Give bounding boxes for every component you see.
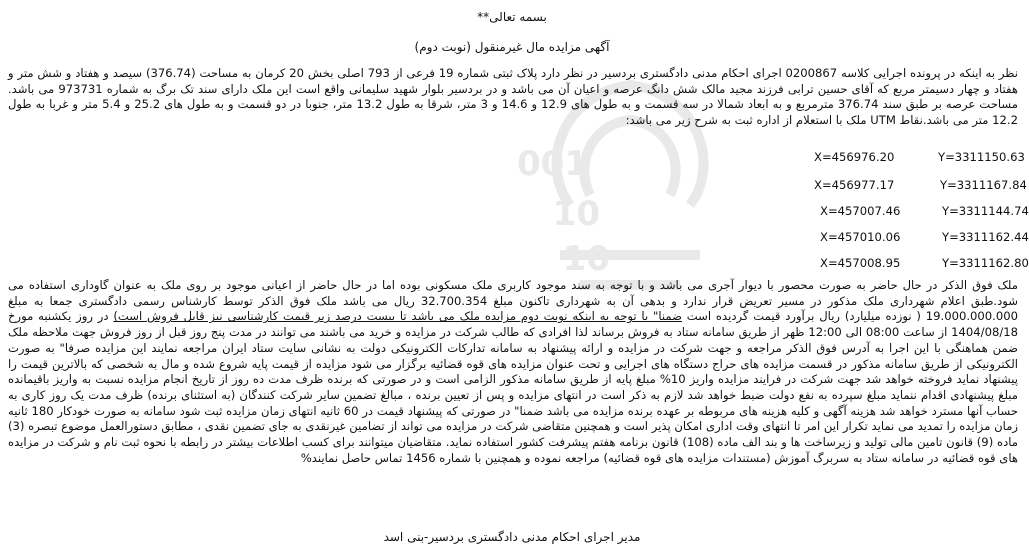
coordinate-x: X=457007.46 — [820, 204, 901, 218]
coordinate-row — [700, 150, 1025, 164]
coordinate-row — [700, 178, 1027, 192]
coordinate-row — [700, 230, 1029, 244]
svg-text:10: 10 — [562, 239, 610, 279]
property-description-paragraph: نظر به اینکه در پرونده اجرایی کلاسه 0200867 اجرای احکام مدنی دادگستری بردسیر در نظر دارد پلاک ثبتی شماره 19 فرعی از 793 اصلی بخش 20 کرمان به مساحت (376.74) سیصد و هفتاد و شش متر و هفتاد و چهار دسیمتر مربع که آقای حسین ترابی فرزند مجید مالک شش دانگ عرصه و اعیان آن می باشد و در بردسیر بلوار شهید سلیمانی واقع است این ملک دارای سند تک برگ به شماره 973731 می باشد. مساحت عرصه بر طبق سند 376.74 مترمربع و به ابعاد شمالا در سه قسمت و به طول های 12.9 و 14.6 و 3 متر، شرقا به طول 13.2 متر، جنوبا در دو قسمت و به طول های 25.2 و 5.4 متر و غربا به طول 12.2 متر می باشد.نقاط UTM ملک با استعلام از اداره ثبت به شرح زیر می باشد: — [8, 66, 1018, 128]
coordinate-x: X=457008.95 — [820, 256, 901, 270]
coordinate-y: Y=3311144.74 — [942, 204, 1029, 218]
second-round-discount-note: ضمنا" با توجه به اینکه نوبت دوم مزایده ملک می باشد تا بیست درصد زیر قیمت کارشناسی نیز قابل فروش است) — [113, 309, 682, 324]
auction-procedure-text: در روز یکشنبه مورخ 1404/08/18 از ساعت 08:00 الی 12:00 ظهر از طریق سامانه ستاد به فروش برساند لذا افرادی که طالب شرکت در مزایده و خرید می باشند می توانند در مدت پنج روز قبل از روز فروش جهت ملاحظه ملک ضمن هماهنگی با این اجرا به آدرس فوق الذکر مراجعه و جهت شرکت در مزایده و ارائه پیشنهاد به سامانه تدارکات الکترونیکی دولت به نشانی سایت ستاد ایران مراجعه نمایند این مزایده صرفا" به صورت الکترونیکی از طریق سامانه مذکور در قسمت مزایده های حراج دستگاه های اجرایی و تحت عنوان مزایده های قوه قضائیه برگزار می شود مزایده از قیمت پایه شروع شده و مال به شخصی که بالاترین قیمت را پیشنهاد نماید فروخته خواهد شد جهت شرکت در فرایند مزایده واریز 10% مبلغ پایه از طریق سامانه مذکور الزامی است و در صورتی که برنده ظرف مدت ده روز از تاریخ انجام مزایده نسبت به واریز باقیمانده مبلغ پیشنهادی اقدام ننماید مبلغ سپرده به نفع دولت ضبط خواهد شد لازم به ذکر است در انتهای مزایده و پس از تعیین برنده ، مبالغ تضمین سایر شرکت کنندگان (به استثنای برنده) ظرف مدت یک روز کاری به حساب آنها مسترد خواهد شد هزینه آگهی و کلیه هزینه های مربوطه بر عهده برنده مزایده می باشد ضمنا" در صورتی که پیشنهاد قیمت در 60 ثانیه انتهای زمان مزایده ثبت شود سامانه به صورت خودکار 180 ثانیه زمان مزایده را تمدید می نماید تکرار این امر تا انتهای وقت اداری امکان پذیر است و همچنین متقاضی شرکت در مزایده می تواند از تضامین غیرنقدی به جای تضمین نقدی ، مطابق دستورالعمل موضوع تبصره (3) ماده (9) قانون تامین مالی تولید و زیرساخت ها و بند الف ماده (108) قانون برنامه هفتم پیشرفت کشور استفاده نماید. متقاضیان میتوانند برای کسب اطلاعات بیشتر در رابطه با نحوه ثبت نام و شرکت در مزایده های قوه قضائیه در سامانه ستاد به سربرگ آموزش (مستندات مزایده های قوه قضائیه) مراجعه نموده و همچنین با شماره 1456 تماس حاصل نمایند% — [8, 309, 1019, 465]
coordinate-x: X=456977.17 — [814, 178, 895, 192]
svg-text:001: 001 — [517, 144, 588, 184]
notice-title: آگهی مزایده مال غیرمنقول (نوبت دوم) — [414, 40, 610, 54]
coordinate-row — [700, 256, 1029, 270]
coordinate-row — [700, 204, 1029, 218]
svg-text:10: 10 — [552, 194, 600, 234]
signature-line: مدیر اجرای احکام مدنی دادگستری بردسیر-بنی اسد — [383, 530, 641, 544]
coordinate-y: Y=3311150.63 — [938, 150, 1025, 164]
coordinate-y: Y=3311167.84 — [940, 178, 1027, 192]
coordinate-y: Y=3311162.44 — [942, 230, 1029, 244]
coordinate-x: X=457010.06 — [820, 230, 901, 244]
auction-terms-paragraph — [8, 278, 1018, 466]
basmala-heading: بسمه تعالی** — [477, 10, 547, 24]
coordinate-y: Y=3311162.80 — [942, 256, 1029, 270]
coordinate-x: X=456976.20 — [814, 150, 895, 164]
valuation-text: ملک فوق الذکر در حال حاضر به صورت محصور با دیوار آجری می باشد و با توجه به سند موجود کاربری ملک مسکونی بوده اما در حال حاضر از اعیانی موجود بر روی ملک به عنوان گاوداری استفاده می شود.طبق اعلام شهرداری ملک مذکور در مسیر تعریض قرار ندارد و بدهی آن به شهرداری تاکنون مبلغ 32.700.354 ریال می باشد ملک فوق الذکر توسط کارشناس رسمی دادگستری جمعا به مبلغ 19.000.000.000 ( نوزده میلیارد) ریال برآورد قیمت گردیده است — [8, 278, 1018, 324]
